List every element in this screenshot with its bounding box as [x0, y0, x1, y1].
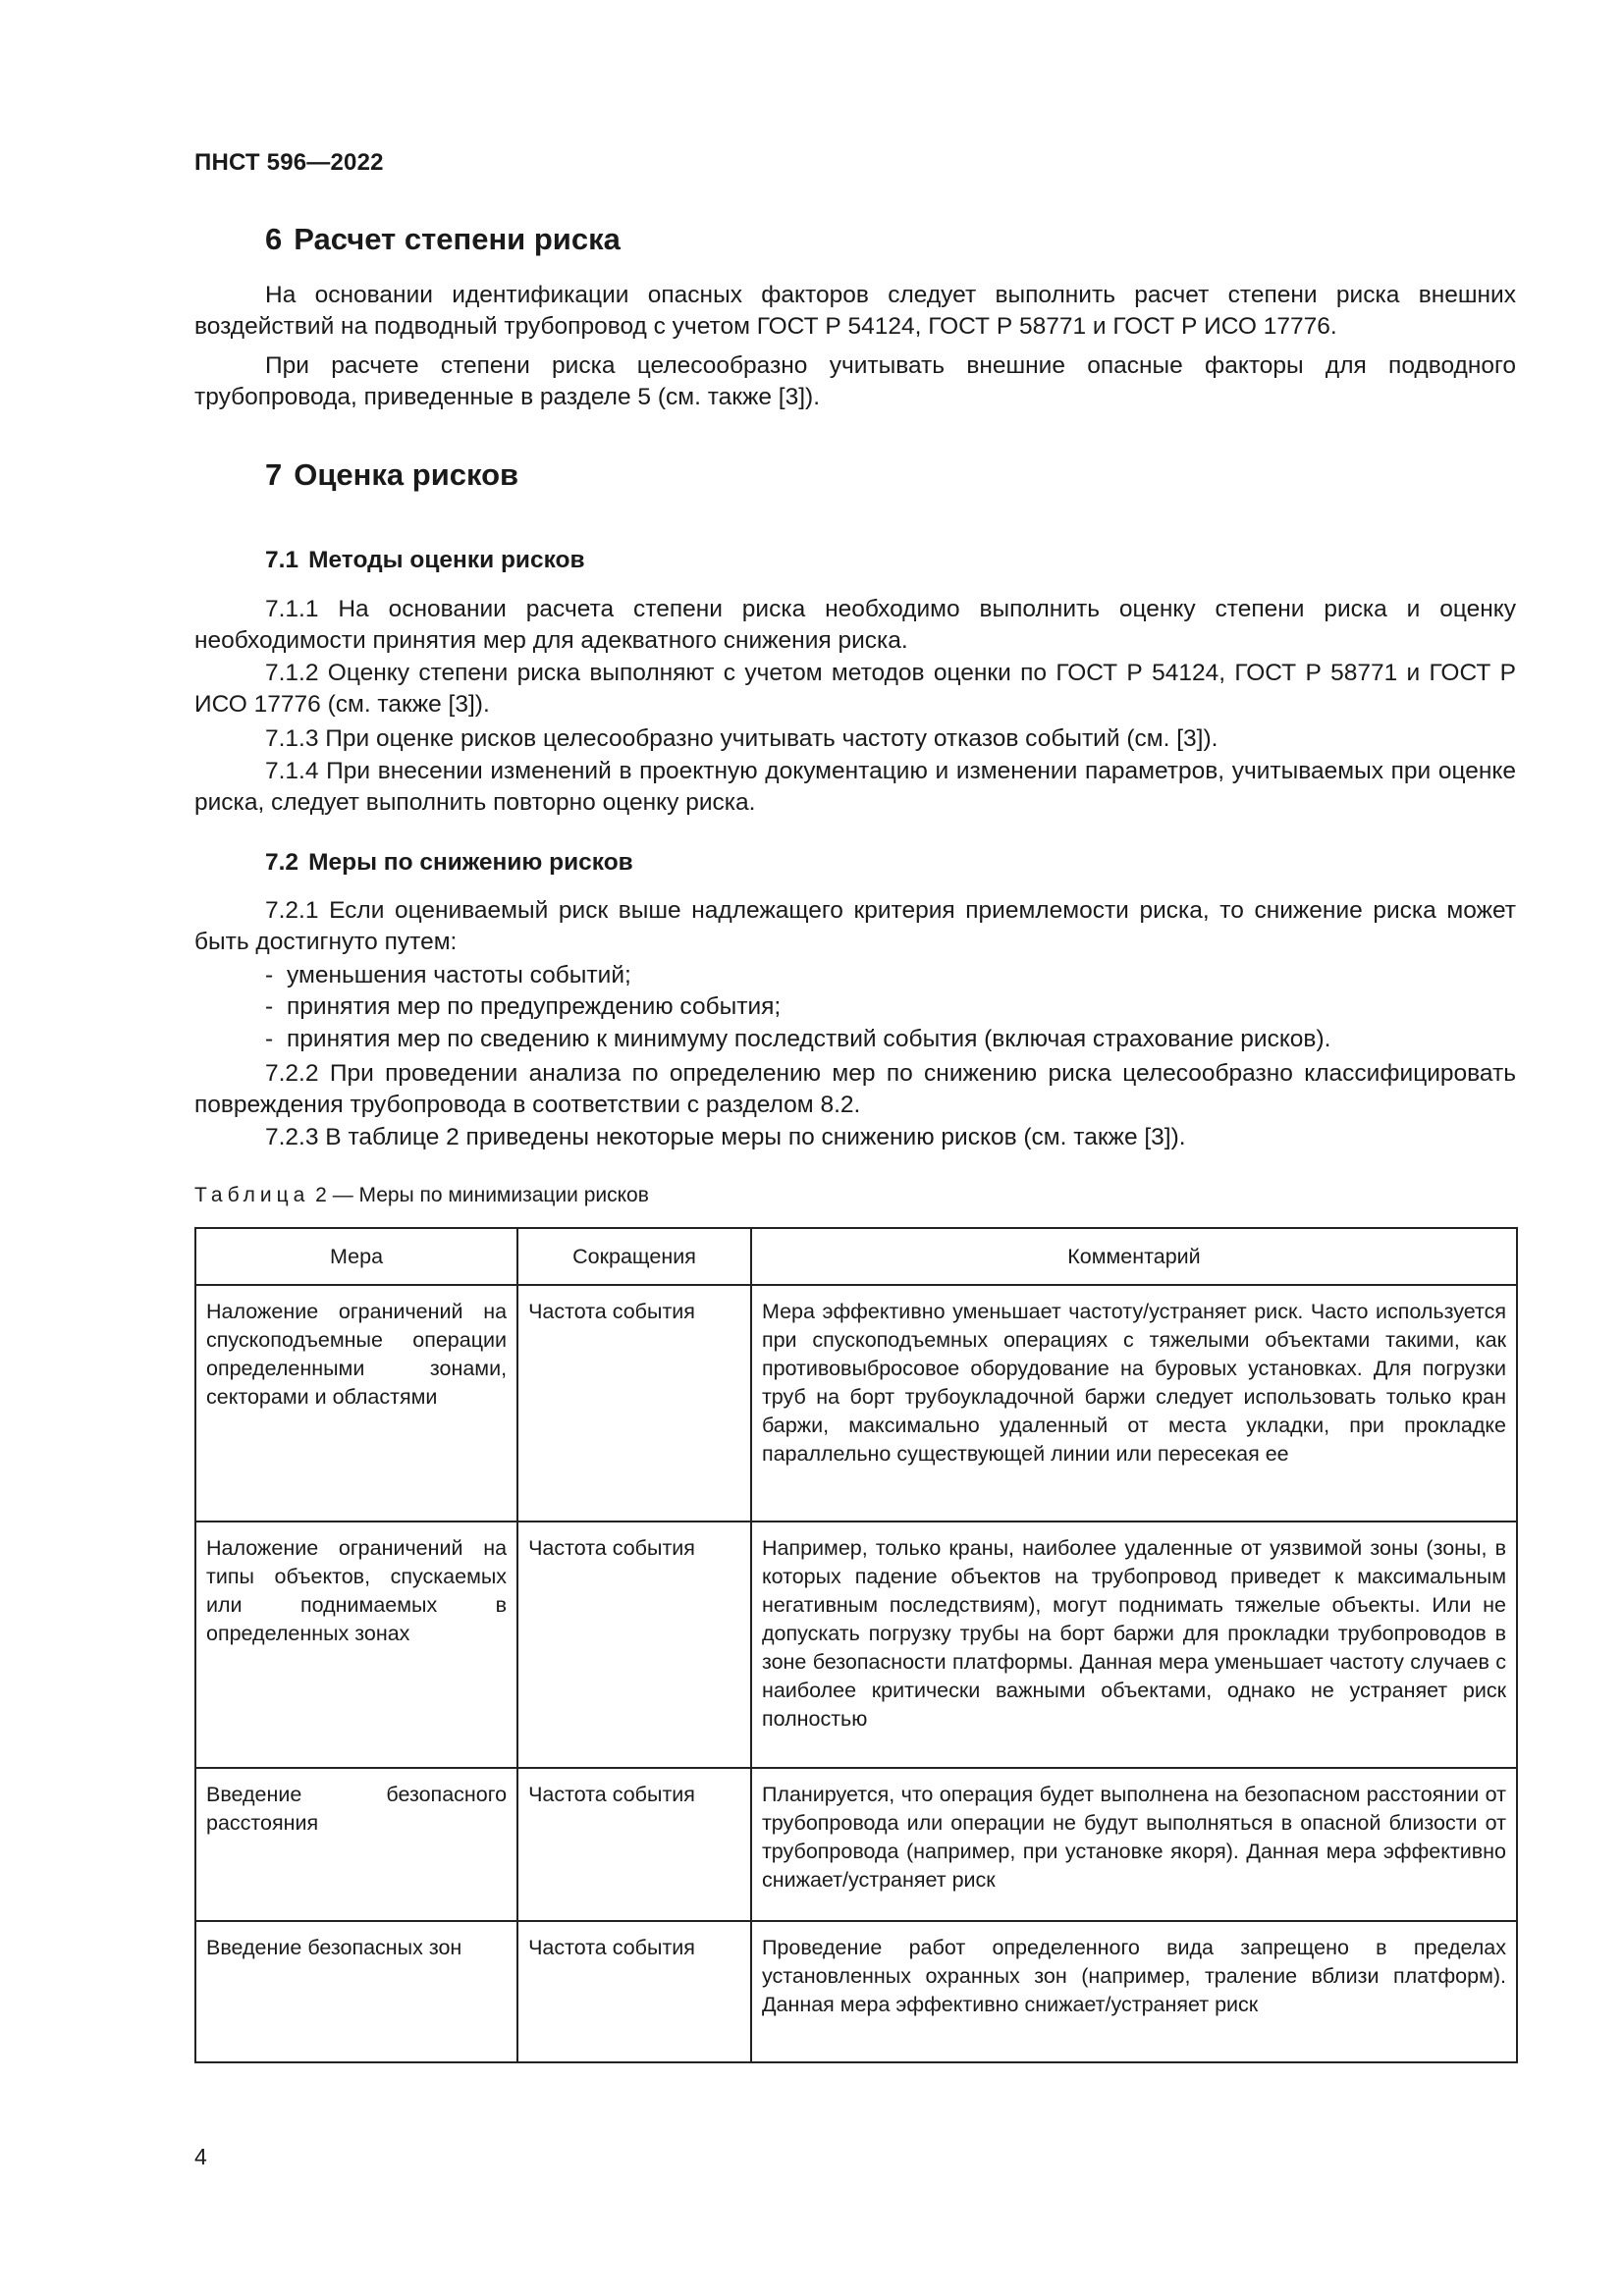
paragraph-7-1-3: 7.1.3 При оценке рисков целесообразно учитывать частоту отказов событий (см. [3]).	[265, 725, 1218, 752]
cell-comment: Планируется, что операция будет выполнена на безопасном расстоянии от трубопровода или операции не будут выполняться в опасной близости от трубопровода (например, при установке якоря). Данная мера эффективно снижает/устраняет риск	[751, 1768, 1517, 1921]
subsection-7-1-heading	[265, 547, 585, 574]
section-6-paragraph-2: При расчете степени риска целесообразно учитывать внешние опасные факторы для подводного трубопровода, приведенные в разделе 5 (см. также [3]).	[194, 352, 1516, 410]
standard-code: ПНСТ 596—2022	[194, 149, 384, 176]
subsection-7-2-title: Меры по снижению рисков	[308, 849, 633, 876]
cell-measure: Наложение ограничений на спускоподъемные операции определенными зонами, секторами и областями	[195, 1285, 517, 1522]
list-dash: -	[265, 1026, 274, 1052]
list-item	[265, 991, 781, 1023]
section-7-title: Оценка рисков	[294, 457, 519, 492]
cell-measure: Наложение ограничений на типы объектов, спускаемых или поднимаемых в определенных зонах	[195, 1522, 517, 1768]
cell-comment: Проведение работ определенного вида запрещено в пределах установленных охранных зон (например, траление вблизи платформ). Данная мера эффективно снижает/устраняет риск	[751, 1921, 1517, 2062]
table-caption-label: Таблица	[194, 1184, 310, 1206]
paragraph-7-1-4: 7.1.4 При внесении изменений в проектную документацию и изменении параметров, учитываемых при оценке риска, следует выполнить повторно оценку риска.	[194, 758, 1516, 816]
paragraph-7-2-3: 7.2.3 В таблице 2 приведены некоторые меры по снижению рисков (см. также [3]).	[265, 1124, 1186, 1150]
section-7-heading	[265, 457, 518, 493]
list-item	[265, 960, 631, 991]
list-dash: -	[265, 962, 274, 988]
table-row	[195, 1522, 1517, 1768]
list-item-text: принятия мер по предупреждению события;	[287, 993, 782, 1020]
section-6-number: 6	[265, 222, 283, 256]
table-row	[195, 1285, 1517, 1522]
paragraph-7-2-2: 7.2.2 При проведении анализа по определению мер по снижению риска целесообразно классифицировать повреждения трубопровода в соответствии с разделом 8.2.	[194, 1060, 1516, 1118]
table-caption	[194, 1184, 649, 1207]
section-7-number: 7	[265, 457, 283, 492]
list-item-text: принятия мер по сведению к минимуму последствий события (включая страхование рисков).	[287, 1026, 1331, 1052]
section-6-paragraph-1: На основании идентификации опасных факторов следует выполнить расчет степени риска внешних воздействий на подводный трубопровод с учетом ГОСТ Р 54124, ГОСТ Р 58771 и ГОСТ Р ИСО 17776.	[194, 282, 1516, 340]
table-row	[195, 1921, 1517, 2062]
paragraph-7-2-1: 7.2.1 Если оцениваемый риск выше надлежащего критерия приемлемости риска, то снижение риска может быть достигнуто путем:	[194, 897, 1516, 955]
cell-measure: Введение безопасного расстояния	[195, 1768, 517, 1921]
cell-abbreviation: Частота события	[517, 1921, 751, 2062]
header-abbreviation: Сокращения	[517, 1228, 751, 1285]
cell-abbreviation: Частота события	[517, 1522, 751, 1768]
header-measure: Мера	[195, 1228, 517, 1285]
list-dash: -	[265, 993, 274, 1020]
table-header-row	[195, 1228, 1517, 1285]
cell-comment: Например, только краны, наиболее удаленные от уязвимой зоны (зоны, в которых падение объектов на трубопровод приведет к максимальным негативным последствиям), могут поднимать тяжелые объекты. Или не допускать погрузку трубы на борт баржи для прокладки трубопроводов в зоне безопасности платформы. Данная мера уменьшает частоту случаев с наиболее критически важными объектами, однако не устраняет риск полностью	[751, 1522, 1517, 1768]
paragraph-7-1-2: 7.1.2 Оценку степени риска выполняют с учетом методов оценки по ГОСТ Р 54124, ГОСТ Р 58771 и ГОСТ Р ИСО 17776 (см. также [3]).	[194, 660, 1516, 718]
section-6-title: Расчет степени риска	[294, 222, 621, 256]
cell-abbreviation: Частота события	[517, 1768, 751, 1921]
list-item-text: уменьшения частоты событий;	[287, 962, 631, 988]
subsection-7-2-number: 7.2	[265, 849, 299, 876]
section-6-heading	[265, 222, 621, 257]
header-comment: Комментарий	[751, 1228, 1517, 1285]
subsection-7-1-number: 7.1	[265, 547, 299, 573]
subsection-7-2-heading	[265, 849, 633, 877]
risk-measures-table	[194, 1227, 1518, 2063]
list-item	[265, 1024, 1330, 1055]
table-row	[195, 1768, 1517, 1921]
subsection-7-1-title: Методы оценки рисков	[308, 547, 585, 573]
cell-comment: Мера эффективно уменьшает частоту/устраняет риск. Часто используется при спускоподъемных операциях с тяжелыми объектами такими, как противовыбросовое оборудование на буровых установках. Для погрузки труб на борт трубоукладочной баржи следует использовать только кран баржи, максимально удаленный от места укладки, при прокладке параллельно существующей линии или пересекая ее	[751, 1285, 1517, 1522]
page-number: 4	[194, 2144, 207, 2169]
paragraph-7-1-1: 7.1.1 На основании расчета степени риска необходимо выполнить оценку степени риска и оценку необходимости принятия мер для адекватного снижения риска.	[194, 596, 1516, 654]
table-caption-title: 2 — Меры по минимизации рисков	[309, 1184, 649, 1206]
cell-measure: Введение безопасных зон	[195, 1921, 517, 2062]
cell-abbreviation: Частота события	[517, 1285, 751, 1522]
